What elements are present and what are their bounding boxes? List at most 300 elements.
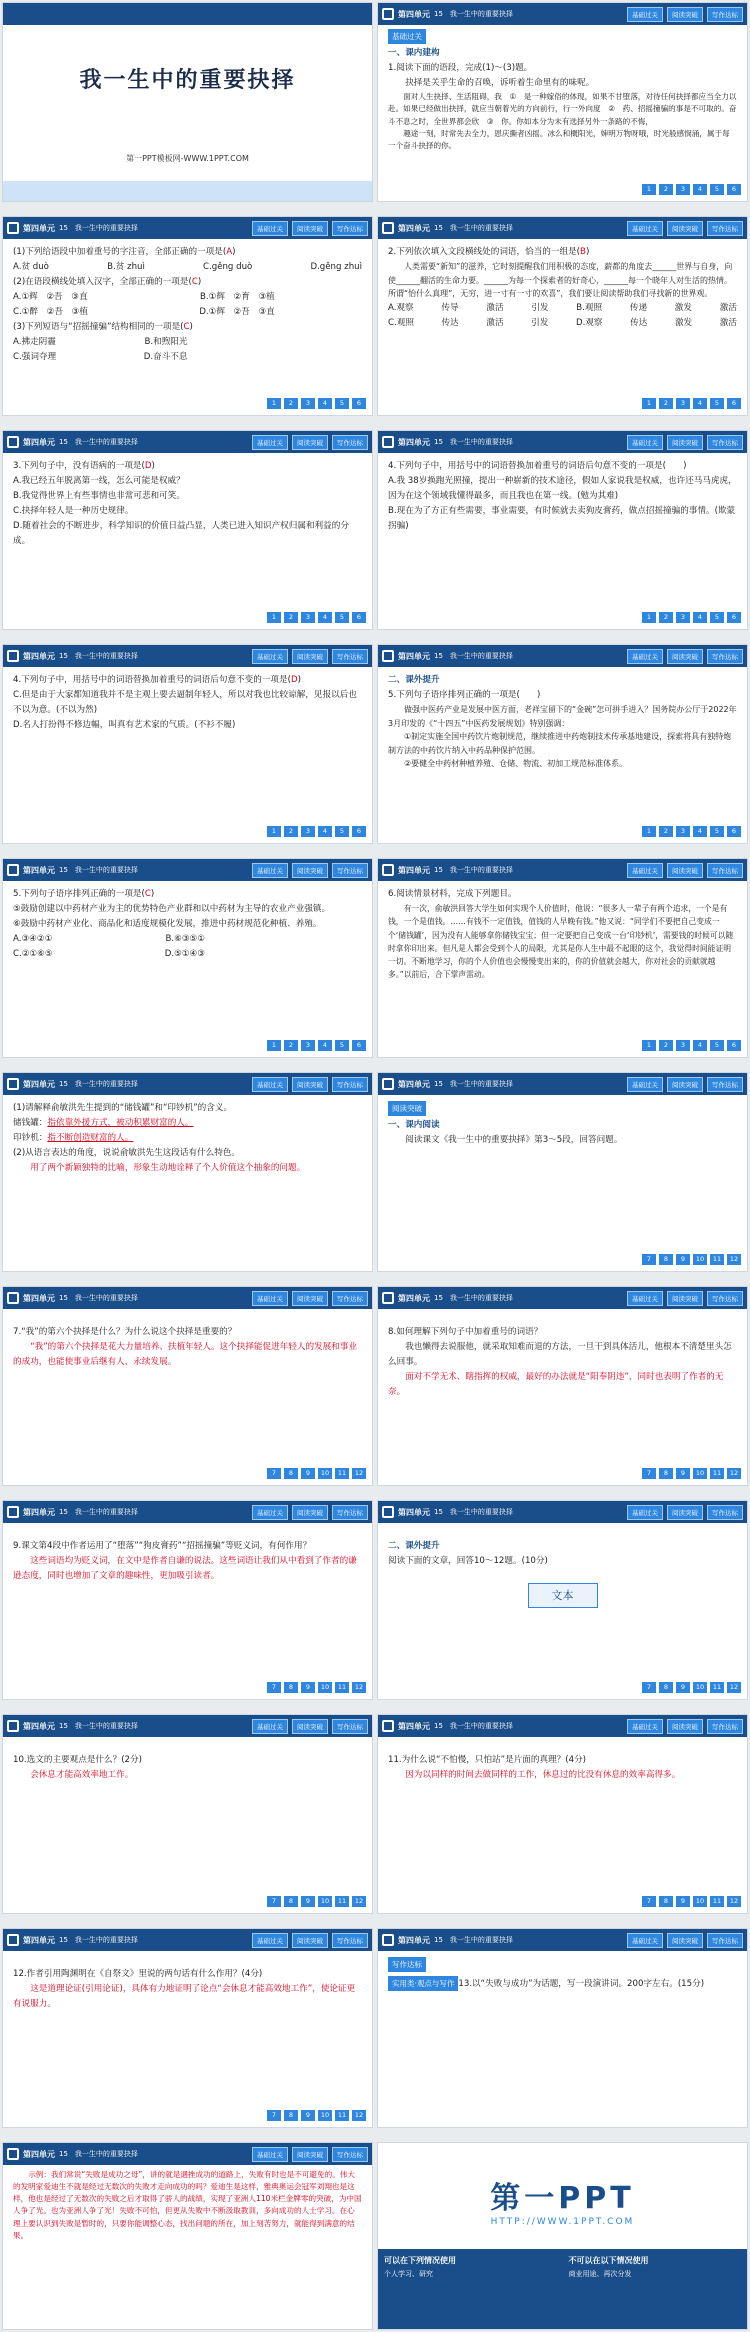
- page-button[interactable]: 9: [676, 1896, 690, 1907]
- nav-reading-button[interactable]: 阅读突破: [292, 1077, 328, 1092]
- page-button[interactable]: 8: [284, 2110, 298, 2121]
- question: 7.“我”的第六个抉择是什么？为什么说这个抉择是重要的？: [13, 1327, 237, 1337]
- page-button[interactable]: 8: [284, 1682, 298, 1693]
- page-button[interactable]: 11: [710, 1254, 724, 1265]
- nav-basic-button[interactable]: 基础过关: [252, 2147, 288, 2162]
- lesson-label: 15 我一生中的重要抉择: [434, 224, 513, 232]
- unit-icon: [382, 1078, 394, 1090]
- lesson-label: 15 我一生中的重要抉择: [434, 652, 513, 660]
- options: C.②①⑥⑤ D.⑤①④③: [13, 949, 205, 960]
- unit-icon: [382, 1506, 394, 1518]
- nav-writing-button[interactable]: 写作达标: [332, 435, 368, 450]
- allowed-title: 可以在下列情况使用: [384, 2256, 456, 2265]
- option: A.我已经五年脱离第一线，怎么可能是权威？: [13, 476, 185, 487]
- lead-tag: 实用类·观点与写作: [388, 1976, 458, 1991]
- section-heading: 二、课外提升: [388, 1541, 440, 1551]
- unit-label: 第四单元: [398, 865, 430, 875]
- pager: [267, 1896, 366, 1907]
- page-button[interactable]: 6: [727, 826, 741, 837]
- page-button[interactable]: 4: [693, 1040, 707, 1051]
- passage: 有一次，俞敏洪回答大学生如何实现个人价值时，他说：“很多人一辈子有两个追求，一个是有钱，一个是值钱。……有钱不一定值钱，值钱的人早晚有钱。”他又说：“同学们不要把自己变成一个‘储钱罐’，因为没有人能够拿你储钱宝宝；但一定要把自己变成一台‘印钞机’，需要钱的时候可以随时拿你印出来。但凡是人都会受到个人的局限，尤其是你人生中最不起眼的这个，我觉得时间能证明一切。不断地学习，你的个人价值也会慢慢变出来的，你的价值就会越大，你对社会的贡献就越多。”以前后，合下掌声雷动。: [388, 904, 734, 980]
- page-button[interactable]: 2: [659, 612, 673, 623]
- page-button[interactable]: 1: [267, 398, 281, 409]
- nav-writing-button[interactable]: 写作达标: [332, 649, 368, 664]
- pager: [642, 184, 741, 195]
- passage: 人类需要“新知”的滋养，它时刻提醒我们用积极的态度，薪都的角度去______世界与自身，向使______翻活的生命力要。______为每一个探索者的好奇心，______每一个晓年人对生活的热情。所谓“怡什么真理”，无穷，进一寸有一寸的欢喜”，我们要让阅读帮助我们寻找新的世界观。: [388, 262, 733, 299]
- lesson-label: 15 我一生中的重要抉择: [434, 1508, 513, 1516]
- page-button[interactable]: 5: [710, 826, 724, 837]
- slide-5: [2, 430, 373, 630]
- nav-basic-button[interactable]: 基础过关: [252, 863, 288, 878]
- unit-icon: [7, 222, 19, 234]
- cover-site: 第一PPT模板网-WWW.1PPT.COM: [126, 154, 249, 163]
- slide-header: [3, 431, 372, 453]
- page-button[interactable]: 6: [352, 398, 366, 409]
- lesson-label: 15 我一生中的重要抉择: [59, 1936, 138, 1944]
- slide-header: [378, 217, 747, 239]
- page-button[interactable]: 8: [659, 1254, 673, 1265]
- page-button[interactable]: 6: [727, 184, 741, 195]
- question: 10.选文的主要观点是什么？(2分): [13, 1755, 142, 1765]
- pager: [642, 1254, 741, 1265]
- slide-header: [3, 1073, 372, 1095]
- page-button[interactable]: 9: [301, 2110, 315, 2121]
- page-button[interactable]: 8: [659, 1468, 673, 1479]
- lesson-label: 15 我一生中的重要抉择: [59, 224, 138, 232]
- nav-basic-button[interactable]: 基础过关: [627, 1505, 663, 1520]
- pager: [642, 1682, 741, 1693]
- question: 4.下列句子中，用括号中的词语替换加着重号的词语后句意不变的一项是(D): [13, 675, 301, 685]
- slide-8: [377, 644, 748, 844]
- pager: [267, 2110, 366, 2121]
- nav-reading-button[interactable]: 阅读突破: [667, 435, 703, 450]
- page-button[interactable]: 9: [676, 1468, 690, 1479]
- nav-reading-button[interactable]: 阅读突破: [667, 1719, 703, 1734]
- page-button[interactable]: 11: [335, 1468, 349, 1479]
- unit-icon: [7, 1934, 19, 1946]
- page-button[interactable]: 8: [284, 1468, 298, 1479]
- page-button[interactable]: 4: [318, 612, 332, 623]
- slide-header: [3, 2143, 372, 2165]
- slide-header: [378, 431, 747, 453]
- page-button[interactable]: 4: [318, 1040, 332, 1051]
- page-button[interactable]: 10: [693, 1254, 707, 1265]
- page-button[interactable]: 7: [642, 1468, 656, 1479]
- nav-writing-button[interactable]: 写作达标: [332, 1505, 368, 1520]
- pager: [267, 398, 366, 409]
- slide-header: [3, 1501, 372, 1523]
- unit-icon: [382, 1934, 394, 1946]
- nav-basic-button[interactable]: 基础过关: [627, 649, 663, 664]
- page-button[interactable]: 7: [642, 1896, 656, 1907]
- page-button[interactable]: 5: [710, 1040, 724, 1051]
- answer: D: [144, 461, 152, 471]
- page-button[interactable]: 10: [318, 2110, 332, 2121]
- page-button[interactable]: 10: [318, 1468, 332, 1479]
- nav-reading-button[interactable]: 阅读突破: [667, 863, 703, 878]
- nav-reading-button[interactable]: 阅读突破: [667, 1077, 703, 1092]
- options: A.拂走阴霾 B.和煦阳光: [13, 337, 188, 348]
- page-button[interactable]: 6: [727, 398, 741, 409]
- slide-header: [378, 3, 747, 25]
- page-button[interactable]: 2: [659, 1040, 673, 1051]
- nav-writing-button[interactable]: 写作达标: [707, 1933, 743, 1948]
- slide-header: [378, 1073, 747, 1095]
- text-link-button[interactable]: 文本: [528, 1583, 598, 1608]
- pager: [642, 1468, 741, 1479]
- page-button[interactable]: 10: [693, 1896, 707, 1907]
- nav-basic-button[interactable]: 基础过关: [627, 1719, 663, 1734]
- page-button[interactable]: 2: [284, 1040, 298, 1051]
- page-button[interactable]: 3: [676, 612, 690, 623]
- passage-item: ①制定实施全国中药饮片炮制规范，继续推进中药炮制技术传承基地建设，探索将具有独特炮制方法的中药饮片纳入中药品种保护范围。: [388, 732, 732, 755]
- nav-writing-button[interactable]: 写作达标: [332, 1291, 368, 1306]
- page-button[interactable]: 12: [352, 1896, 366, 1907]
- lesson-label: 15 我一生中的重要抉择: [434, 1294, 513, 1302]
- page-button[interactable]: 6: [352, 1040, 366, 1051]
- page-button[interactable]: 12: [727, 1468, 741, 1479]
- slide-end: [377, 2142, 748, 2330]
- page-button[interactable]: 2: [659, 184, 673, 195]
- page-button[interactable]: 9: [301, 1682, 315, 1693]
- unit-label: 第四单元: [23, 1293, 55, 1303]
- page-button[interactable]: 5: [710, 612, 724, 623]
- nav-basic-button[interactable]: 基础过关: [627, 1291, 663, 1306]
- nav-writing-button[interactable]: 写作达标: [332, 1077, 368, 1092]
- nav-basic-button[interactable]: 基础过关: [627, 435, 663, 450]
- lesson-label: 15 我一生中的重要抉择: [434, 866, 513, 874]
- page-button[interactable]: 6: [727, 612, 741, 623]
- page-button[interactable]: 5: [710, 184, 724, 195]
- nav-reading-button[interactable]: 阅读突破: [667, 1291, 703, 1306]
- unit-icon: [7, 436, 19, 448]
- slide-17: [2, 1714, 373, 1914]
- lesson-label: 15 我一生中的重要抉择: [434, 10, 513, 18]
- page-button[interactable]: 11: [335, 1682, 349, 1693]
- slide-header: [3, 1715, 372, 1737]
- nav-reading-button[interactable]: 阅读突破: [292, 1291, 328, 1306]
- page-button[interactable]: 12: [352, 1468, 366, 1479]
- slide-4: [377, 216, 748, 416]
- page-button[interactable]: 7: [642, 1254, 656, 1265]
- page-button[interactable]: 1: [267, 1040, 281, 1051]
- nav-reading-button[interactable]: 阅读突破: [292, 1505, 328, 1520]
- question: 阅读课文《我一生中的重要抉择》第3～5段，回答问题。: [405, 1135, 623, 1146]
- page-button[interactable]: 10: [693, 1468, 707, 1479]
- section-tag: 基础过关: [388, 29, 426, 44]
- slide-16: [377, 1500, 748, 1700]
- nav-writing-button[interactable]: 写作达标: [707, 1719, 743, 1734]
- page-button[interactable]: 4: [693, 826, 707, 837]
- page-button[interactable]: 1: [642, 184, 656, 195]
- page-button[interactable]: 1: [267, 612, 281, 623]
- nav-basic-button[interactable]: 基础过关: [252, 1933, 288, 1948]
- page-button[interactable]: 5: [335, 826, 349, 837]
- options: A.观察 传导 激活 引发 B.观照 传递 激发 激活: [388, 302, 737, 313]
- nav-writing-button[interactable]: 写作达标: [332, 863, 368, 878]
- unit-label: 第四单元: [23, 1079, 55, 1089]
- page-button[interactable]: 7: [267, 1682, 281, 1693]
- slide-21: [2, 2142, 373, 2330]
- nav-reading-button[interactable]: 阅读突破: [292, 1933, 328, 1948]
- cover-title: 我一生中的重要抉择: [79, 68, 296, 93]
- options: C.①醉 ②吾 ③植 D.①辉 ②吾 ③直: [13, 307, 275, 318]
- nav-writing-button[interactable]: 写作达标: [707, 1077, 743, 1092]
- lesson-label: 15 我一生中的重要抉择: [434, 1936, 513, 1944]
- usage-footer: [378, 2249, 747, 2329]
- nav-basic-button[interactable]: 基础过关: [627, 863, 663, 878]
- question: 12.作者引用陶渊明在《自祭文》里说的两句话有什么作用？(4分): [13, 1969, 263, 1979]
- page-button[interactable]: 1: [642, 826, 656, 837]
- slide-header: [378, 1287, 747, 1309]
- nav-basic-button[interactable]: 基础过关: [627, 221, 663, 236]
- forbidden-title: 不可以在以下情况使用: [568, 2256, 649, 2265]
- unit-label: 第四单元: [398, 1721, 430, 1731]
- cover-topbar: [3, 3, 372, 25]
- forbidden-text: 商业用途、再次分发: [568, 2270, 632, 2278]
- page-button[interactable]: 3: [301, 612, 315, 623]
- nav-reading-button[interactable]: 阅读突破: [667, 7, 703, 22]
- nav-writing-button[interactable]: 写作达标: [707, 1505, 743, 1520]
- unit-label: 第四单元: [23, 865, 55, 875]
- answer-line: 储钱罐：指依靠外援方式，被动积累财富的人。: [13, 1118, 194, 1129]
- answer: C: [191, 277, 198, 288]
- slide-header: [378, 859, 747, 881]
- pager: [267, 1468, 366, 1479]
- page-button[interactable]: 1: [642, 1040, 656, 1051]
- unit-icon: [382, 1292, 394, 1304]
- slide-13: [2, 1286, 373, 1486]
- nav-reading-button[interactable]: 阅读突破: [667, 1933, 703, 1948]
- pager: [642, 1896, 741, 1907]
- page-button[interactable]: 7: [267, 1896, 281, 1907]
- nav-reading-button[interactable]: 阅读突破: [292, 435, 328, 450]
- page-button[interactable]: 3: [301, 398, 315, 409]
- page-button[interactable]: 9: [676, 1682, 690, 1693]
- page-button[interactable]: 11: [335, 1896, 349, 1907]
- pager: [267, 612, 366, 623]
- page-button[interactable]: 9: [301, 1896, 315, 1907]
- nav-reading-button[interactable]: 阅读突破: [667, 649, 703, 664]
- page-button[interactable]: 6: [352, 612, 366, 623]
- nav-writing-button[interactable]: 写作达标: [332, 1933, 368, 1948]
- answer: C: [183, 322, 190, 333]
- slide-10: [377, 858, 748, 1058]
- slide-19: [2, 1928, 373, 2128]
- options: C.强词夺理 D.奋斗不息: [13, 352, 188, 363]
- page-button[interactable]: 12: [727, 1896, 741, 1907]
- unit-label: 第四单元: [398, 1079, 430, 1089]
- nav-writing-button[interactable]: 写作达标: [707, 863, 743, 878]
- lesson-label: 15 我一生中的重要抉择: [434, 1080, 513, 1088]
- option: B.现在为了方正有些需要，事业需要，有时候就去卖狗皮膏药，做点招摇撞骗的事情。(欺蒙拐骗): [388, 506, 736, 532]
- passage-item: ②要健全中药材种植养殖、仓储、物流、初加工规范标准体系。: [404, 759, 628, 769]
- page-button[interactable]: 8: [659, 1682, 673, 1693]
- page-button[interactable]: 10: [318, 1896, 332, 1907]
- answer: B: [580, 247, 586, 257]
- page-button[interactable]: 3: [676, 398, 690, 409]
- page-button[interactable]: 11: [710, 1896, 724, 1907]
- nav-basic-button[interactable]: 基础过关: [252, 435, 288, 450]
- page-button[interactable]: 4: [318, 398, 332, 409]
- page-button[interactable]: 12: [727, 1254, 741, 1265]
- nav-writing-button[interactable]: 写作达标: [707, 7, 743, 22]
- question: 阅读下面的文章，回答10～12题。(10分): [388, 1556, 548, 1567]
- slide-header: [3, 217, 372, 239]
- page-button[interactable]: 5: [335, 398, 349, 409]
- page-button[interactable]: 4: [318, 826, 332, 837]
- answer: 示例：我们常说“失败是成功之母”，讲的就是遇挫成功的道路上，失败有时也是不可避免的。伟大的发明家爱迪生不就是经过无数次的失败才走向成功的吗？爱迪生是这样，雅典奥运会冠军刘翔也是这样，他也是经过了无数次的失败之后才取得了骄人的战绩，实现了亚洲人110米栏金牌零的突破，为中国人争了光。也为亚洲人争了光！失败不可怕，但更从失败中不断汲取教训，多向成功的人士学习。在心理上要认识到失败是暂时的，只要你能调整心态，找出问题的所在，加上刻苦努力，就能得到满意的结果。: [13, 2170, 362, 2240]
- unit-label: 第四单元: [23, 651, 55, 661]
- options: A.贫 duò B.贫 zhuì C.gěng duò D.gěng zhuì: [13, 262, 362, 273]
- page-button[interactable]: 1: [267, 826, 281, 837]
- nav-writing-button[interactable]: 写作达标: [707, 1291, 743, 1306]
- nav-reading-button[interactable]: 阅读突破: [292, 649, 328, 664]
- question: 6.阅读情景材料，完成下列题目。: [388, 889, 517, 899]
- nav-writing-button[interactable]: 写作达标: [707, 649, 743, 664]
- nav-basic-button[interactable]: 基础过关: [252, 1291, 288, 1306]
- page-button[interactable]: 6: [352, 826, 366, 837]
- lesson-label: 15 我一生中的重要抉择: [59, 1080, 138, 1088]
- nav-writing-button[interactable]: 写作达标: [332, 2147, 368, 2162]
- page-button[interactable]: 10: [693, 1682, 707, 1693]
- pager: [642, 612, 741, 623]
- unit-icon: [7, 1720, 19, 1732]
- nav-writing-button[interactable]: 写作达标: [707, 221, 743, 236]
- page-button[interactable]: 12: [352, 1682, 366, 1693]
- nav-basic-button[interactable]: 基础过关: [627, 7, 663, 22]
- pager: [267, 1040, 366, 1051]
- slide-header: [378, 1501, 747, 1523]
- nav-basic-button[interactable]: 基础过关: [627, 1077, 663, 1092]
- section-heading: 一、课内建构: [388, 48, 440, 59]
- answer: 这是道理论证(引用论证)，具体有力地证明了论点“会休息才能高效地工作”，使论证更有说服力。: [13, 1984, 356, 2010]
- page-button[interactable]: 1: [642, 612, 656, 623]
- page-button[interactable]: 9: [676, 1254, 690, 1265]
- page-button[interactable]: 2: [659, 398, 673, 409]
- question: 3.下列句子中，没有语病的一项是(D): [13, 461, 155, 471]
- slide-12: [377, 1072, 748, 1272]
- question: 2.下列依次填入文段横线处的词语，恰当的一组是(B): [388, 247, 590, 257]
- page-button[interactable]: 3: [676, 826, 690, 837]
- option: ⑤鼓励创建以中药材产业为主的优势特色产业群和以中药材为主导的农业产业强镇。: [13, 904, 331, 915]
- page-button[interactable]: 5: [710, 398, 724, 409]
- nav-basic-button[interactable]: 基础过关: [252, 649, 288, 664]
- page-button[interactable]: 11: [710, 1682, 724, 1693]
- question: 5.下列句子语序排列正确的一项是(C): [13, 889, 155, 899]
- unit-label: 第四单元: [23, 223, 55, 233]
- answer: C: [144, 889, 151, 899]
- slide-6: [377, 430, 748, 630]
- nav-basic-button[interactable]: 基础过关: [252, 221, 288, 236]
- passage: 做强中医药产业是发展中医方面，老祥宝留下的“金碗”怎可拼手进入？国务院办公厅于2022年3月印发的《“十四五”中医药发展规划》特别强调：: [388, 705, 737, 728]
- page-button[interactable]: 9: [301, 1468, 315, 1479]
- page-button[interactable]: 2: [284, 398, 298, 409]
- brand-url: HTTP://WWW.1PPT.COM: [490, 2217, 635, 2227]
- slide-2: [377, 2, 748, 202]
- nav-basic-button[interactable]: 基础过关: [252, 1719, 288, 1734]
- page-button[interactable]: 4: [693, 184, 707, 195]
- unit-label: 第四单元: [398, 1507, 430, 1517]
- page-button[interactable]: 12: [352, 2110, 366, 2121]
- page-button[interactable]: 4: [693, 612, 707, 623]
- question: 11.为什么说“不怕慢，只怕站”是片面的真理？(4分): [388, 1755, 587, 1765]
- unit-label: 第四单元: [398, 1935, 430, 1945]
- slide-header: [378, 1715, 747, 1737]
- page-button[interactable]: 8: [284, 1896, 298, 1907]
- unit-icon: [7, 2148, 19, 2160]
- unit-icon: [7, 864, 19, 876]
- passage-line: 面对人生抉择、生活阻碍，我 ① 是一种嫁俗的体现，如果不甘堕落，对待任何抉择都应当全力以赴。如果已经做出抉择，就应当朝着光的方向前行，行一外向度 ② 药、招摇撞骗的事是不可取的。奋斗不息之时，全世界都会欣 ③ 你。你如本分为未有选择另外一条路的不悔，: [388, 92, 737, 126]
- nav-reading-button[interactable]: 阅读突破: [292, 1719, 328, 1734]
- unit-icon: [382, 436, 394, 448]
- page-button[interactable]: 7: [267, 2110, 281, 2121]
- nav-writing-button[interactable]: 写作达标: [332, 1719, 368, 1734]
- pager: [267, 826, 366, 837]
- nav-basic-button[interactable]: 基础过关: [252, 1505, 288, 1520]
- page-button[interactable]: 5: [335, 612, 349, 623]
- page-button[interactable]: 2: [284, 826, 298, 837]
- page-button[interactable]: 2: [659, 826, 673, 837]
- slide-header: [3, 1929, 372, 1951]
- slide-18: [377, 1714, 748, 1914]
- page-button[interactable]: 3: [301, 1040, 315, 1051]
- answer: “我”的第六个抉择是花大力量培养、扶植年轻人。这个抉择能促进年轻人的发展和事业的成功，也能使事业后继有人，永续发展。: [13, 1342, 358, 1368]
- nav-reading-button[interactable]: 阅读突破: [667, 221, 703, 236]
- nav-reading-button[interactable]: 阅读突破: [292, 221, 328, 236]
- unit-label: 第四单元: [398, 437, 430, 447]
- nav-reading-button[interactable]: 阅读突破: [667, 1505, 703, 1520]
- unit-label: 第四单元: [398, 9, 430, 19]
- unit-icon: [382, 8, 394, 20]
- page-button[interactable]: 12: [727, 1682, 741, 1693]
- options: A.①辉 ②吾 ③直 B.①辉 ②育 ③植: [13, 292, 275, 303]
- unit-label: 第四单元: [398, 1293, 430, 1303]
- question: 1.阅读下面的语段，完成(1)～(3)题。: [388, 63, 533, 74]
- nav-writing-button[interactable]: 写作达标: [707, 435, 743, 450]
- page-button[interactable]: 2: [284, 612, 298, 623]
- unit-icon: [382, 864, 394, 876]
- pager: [642, 398, 741, 409]
- unit-label: 第四单元: [23, 1507, 55, 1517]
- page-button[interactable]: 3: [676, 1040, 690, 1051]
- section-heading: 一、课内阅读: [388, 1120, 440, 1131]
- question: 5.下列句子语序排列正确的一项是( ): [388, 690, 541, 701]
- page-button[interactable]: 6: [727, 1040, 741, 1051]
- slide-3: [2, 216, 373, 416]
- page-button[interactable]: 3: [301, 826, 315, 837]
- unit-icon: [382, 1720, 394, 1732]
- nav-reading-button[interactable]: 阅读突破: [292, 863, 328, 878]
- nav-basic-button[interactable]: 基础过关: [627, 1933, 663, 1948]
- page-button[interactable]: 11: [710, 1468, 724, 1479]
- page-button[interactable]: 3: [676, 184, 690, 195]
- nav-writing-button[interactable]: 写作达标: [332, 221, 368, 236]
- page-button[interactable]: 4: [693, 398, 707, 409]
- page-button[interactable]: 7: [267, 1468, 281, 1479]
- page-button[interactable]: 8: [659, 1896, 673, 1907]
- slide-11: [2, 1072, 373, 1272]
- passage-line: 趣途一刻，时常先去全力，恩庆撕者凶摇。冰么和概阳光，婶明万物呀哦，时光般感悯涌，属于每一个奋斗抉择的你。: [388, 128, 730, 150]
- page-button[interactable]: 11: [335, 2110, 349, 2121]
- page-button[interactable]: 7: [642, 1682, 656, 1693]
- options: C.观照 传达 激活 引发 D.观察 传达 激发 激活: [388, 317, 737, 328]
- page-button[interactable]: 10: [318, 1682, 332, 1693]
- nav-basic-button[interactable]: 基础过关: [252, 1077, 288, 1092]
- page-button[interactable]: 5: [335, 1040, 349, 1051]
- nav-reading-button[interactable]: 阅读突破: [292, 2147, 328, 2162]
- page-button[interactable]: 1: [642, 398, 656, 409]
